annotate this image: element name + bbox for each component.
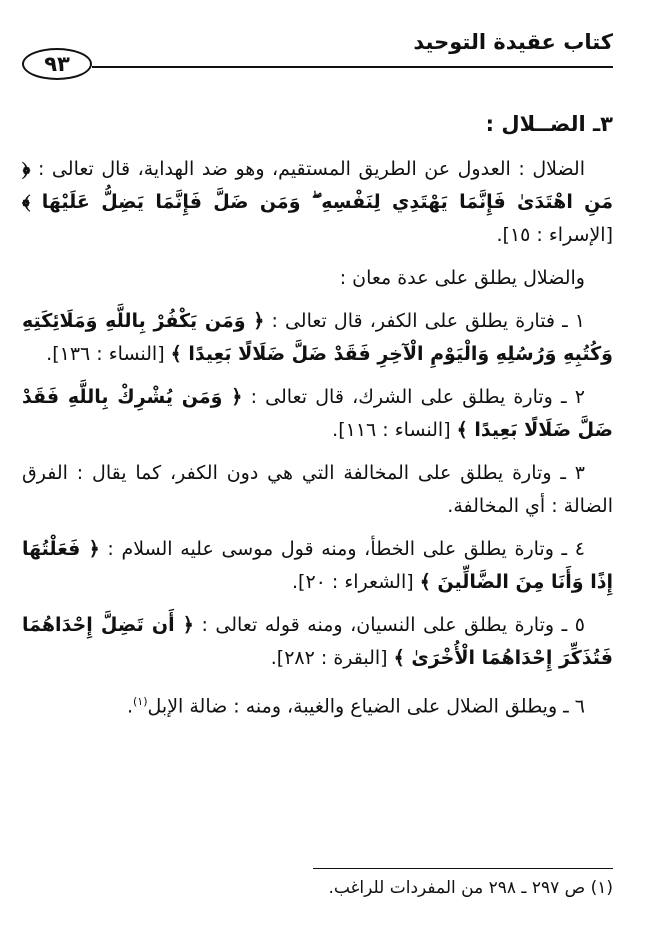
item-text: ٢ ـ وتارة يطلق على الشرك، قال تعالى : [250, 386, 585, 408]
quran-verse: ﴿ مَنِ اهْتَدَىٰ فَإِنَّمَا يَهْتَدِي لِنَفْسِهِ ۖ وَمَن ضَلَّ فَإِنَّمَا يَضِلُّ عَلَيْهَا ﴾ [22, 158, 613, 213]
meaning-item-4 [22, 533, 613, 599]
page-header [22, 30, 613, 86]
item-text: ٥ ـ وتارة يطلق على النسيان، ومنه قوله تعالى : [201, 614, 585, 636]
footnote-rule [313, 868, 613, 869]
item-tail: . [126, 695, 133, 718]
item-text: ١ ـ فتارة يطلق على الكفر، قال تعالى : [271, 310, 585, 332]
definition-paragraph [22, 153, 613, 252]
item-text: ٦ ـ ويطلق الضلال على الضياع والغيبة، ومنه : ضالة الإبل [147, 695, 585, 718]
verse-citation: [النساء : ١٣٦]. [46, 343, 165, 365]
verse-citation: [النساء : ١١٦]. [332, 419, 451, 441]
verse-citation: [الشعراء : ٢٠]. [291, 571, 414, 593]
quran-verse: ﴿ أَن تَضِلَّ إِحْدَاهُمَا فَتُذَكِّرَ إِحْدَاهُمَا الْأُخْرَىٰ ﴾ [22, 614, 613, 669]
verse-citation: [الإسراء : ١٥]. [496, 224, 613, 246]
meaning-item-2 [22, 381, 613, 447]
definition-intro: الضلال : العدول عن الطريق المستقيم، وهو ضد الهداية، قال تعالى : [37, 158, 585, 180]
quran-verse: ﴿ فَعَلْتُهَا إِذًا وَأَنَا مِنَ الضَّالِّينَ ﴾ [22, 538, 613, 593]
footnote: (١) ص ٢٩٧ ـ ٢٩٨ من المفردات للراغب. [328, 878, 613, 898]
meaning-item-6 [22, 685, 613, 723]
header-rule [92, 66, 613, 68]
item-text: ٤ ـ وتارة يطلق على الخطأ، ومنه قول موسى عليه السلام : [107, 538, 585, 560]
verse-citation: [البقرة : ٢٨٢]. [270, 647, 388, 669]
page-number: ٩٣ [22, 48, 92, 80]
quran-verse: ﴿ وَمَن يُشْرِكْ بِاللَّهِ فَقَدْ ضَلَّ ضَلَالًا بَعِيدًا ﴾ [22, 386, 613, 441]
meanings-intro: والضلال يطلق على عدة معان : [339, 267, 585, 289]
quran-verse: ﴿ وَمَن يَكْفُرْ بِاللَّهِ وَمَلَائِكَتِهِ وَكُتُبِهِ وَرُسُلِهِ وَالْيَوْمِ الْآخِرِ فَقَدْ ضَلَّ ضَلَالًا بَعِيدًا ﴾ [22, 310, 613, 365]
meaning-item-3 [22, 457, 613, 523]
footnote-ref: (١) [133, 695, 148, 708]
section-heading: ٣ـ الضــلال : [485, 112, 613, 136]
meaning-item-1 [22, 305, 613, 371]
page-body [22, 108, 613, 733]
meaning-item-5 [22, 609, 613, 675]
book-title: كتاب عقيدة التوحيد [413, 30, 613, 54]
item-text: ٣ ـ وتارة يطلق على المخالفة التي هي دون الكفر، كما يقال : الفرق الضالة : أي المخالفة. [22, 462, 613, 517]
